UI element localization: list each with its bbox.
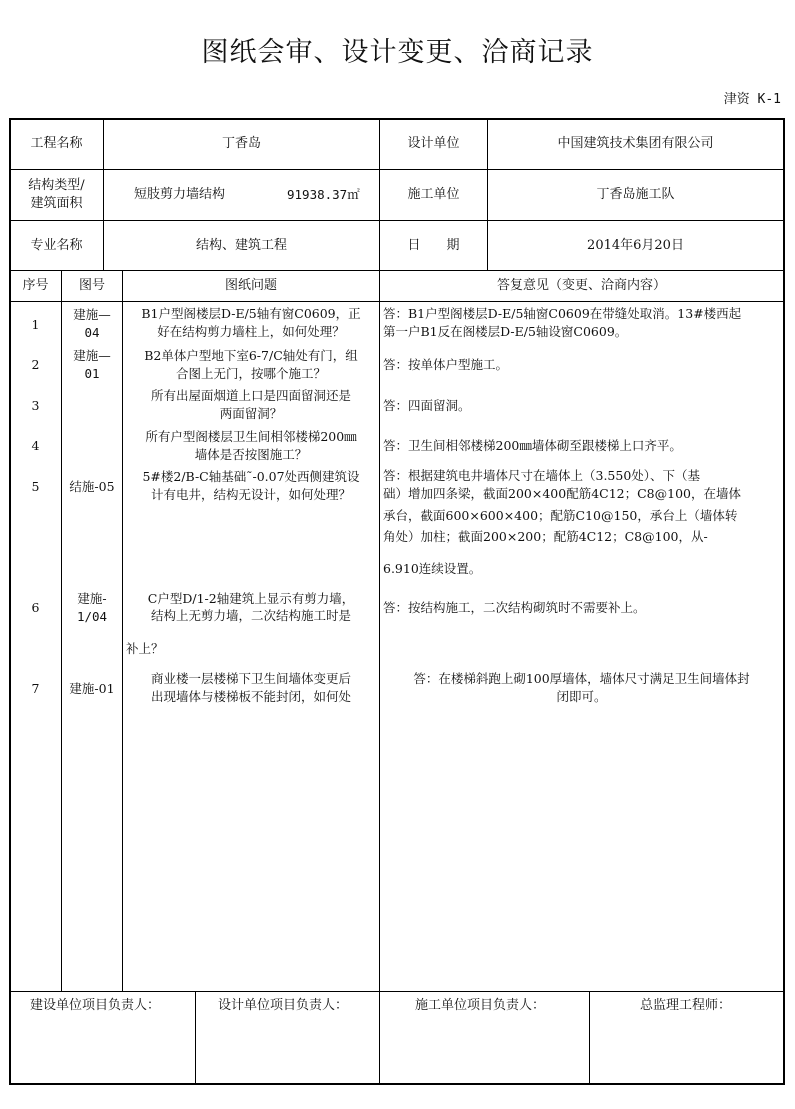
row-reply: 答：按结构施工，二次结构砌筑时不需要补上。 (383, 600, 646, 615)
col-header-issue: 图纸问题 (224, 278, 277, 293)
row-issue: 5#楼2/B-C轴基础˜-0.07处西侧建筑设 (142, 469, 360, 484)
row-reply-3: 承台，截面600×600×400；配筋C10@150，承台上（墙体转 (383, 508, 738, 523)
builder-signature-label: 施工单位项目负责人： (415, 998, 546, 1013)
row-no: 5 (31, 479, 40, 494)
col-header-reply: 答复意见（变更、洽商内容） (496, 278, 666, 293)
row-reply-4: 角处）加柱；截面200×200；配筋4C12；C8@100，从- (383, 529, 708, 544)
row-reply: 答：卫生间相邻楼梯200㎜墙体砌至跟楼梯上口齐平。 (383, 438, 682, 453)
row-no: 3 (31, 398, 40, 413)
row-reply-2: 第一户B1反在阁楼层D-E/5轴设窗C0609。 (383, 324, 628, 339)
row-reply: 答：按单体户型施工。 (383, 357, 509, 372)
row-reply: 答：根据建筑电井墙体尺寸在墙体上（3.550处）、下（基 (383, 468, 701, 483)
construction-unit-value: 丁香岛施工队 (596, 187, 675, 202)
date-label: 日 期 (407, 237, 460, 253)
row-issue-2: 好在结构剪力墙柱上，如何处理？ (157, 324, 345, 339)
row-drawing-2: 01 (84, 366, 100, 381)
row-reply: 答：在楼梯斜跑上砌100厚墙体，墙体尺寸满足卫生间墙体封 (413, 671, 750, 686)
page-title: 图纸会审、设计变更、洽商记录 (201, 37, 594, 68)
designer-signature-label: 设计单位项目负责人： (218, 998, 349, 1013)
row-reply: 答：四面留洞。 (383, 398, 471, 413)
row-drawing: 结施-05 (69, 479, 115, 494)
row-issue: B2单体户型地下室6-7/C轴处有门，组 (144, 348, 358, 363)
row-reply-2: 闭即可。 (556, 689, 607, 704)
col-header-no: 序号 (22, 278, 49, 293)
form-code: 津资 K-1 (723, 92, 781, 107)
building-area-value: 91938.37㎡ (287, 187, 360, 202)
row-drawing-2: 1/04 (76, 609, 108, 624)
row-issue: 商业楼一层楼梯下卫生间墙体变更后 (150, 671, 351, 686)
row-drawing: 建施-01 (69, 681, 115, 696)
specialty-value: 结构、建筑工程 (195, 237, 287, 253)
row-no: 4 (31, 438, 40, 453)
row-drawing-2: 04 (84, 325, 100, 340)
row-issue-2: 出现墙体与楼梯板不能封闭，如何处 (150, 689, 351, 704)
row-drawing: 建施— (73, 307, 111, 322)
row-no: 7 (31, 681, 40, 696)
row-reply-5: 6.910连续设置。 (383, 561, 482, 576)
row-issue: C户型D/1-2轴建筑上显示有剪力墙， (147, 591, 355, 606)
col-header-drawing: 图号 (78, 278, 105, 293)
row-issue-2: 墙体是否按图施工？ (194, 447, 308, 462)
row-issue-2: 两面留洞？ (219, 406, 283, 421)
date-value: 2014年6月20日 (587, 237, 684, 253)
supervisor-signature-label: 总监理工程师： (640, 998, 732, 1013)
row-drawing: 建施- (77, 591, 107, 606)
row-reply: 答：B1户型阁楼层D-E/5轴窗C0609在带缝处取消。13#楼西起 (383, 306, 742, 321)
row-issue-2: 合图上无门，按哪个施工？ (175, 366, 326, 381)
design-unit-label: 设计单位 (407, 136, 460, 151)
owner-signature-label: 建设单位项目负责人： (30, 998, 161, 1013)
design-unit-value: 中国建筑技术集团有限公司 (557, 136, 714, 151)
row-no: 2 (31, 357, 40, 372)
row-issue-2: 结构上无剪力墙，二次结构施工时是 (150, 608, 351, 623)
structure-label-line1: 结构类型/ (28, 178, 85, 193)
row-issue: 所有户型阁楼层卫生间相邻楼梯200㎜ (145, 429, 357, 444)
row-drawing: 建施— (73, 348, 111, 363)
row-issue: B1户型阁楼层D-E/5轴有窗C0609，正 (141, 306, 361, 321)
row-reply-2: 础）增加四条梁，截面200×400配筋4C12；C8@100，在墙体 (383, 486, 741, 501)
row-no: 6 (31, 600, 40, 615)
construction-unit-label: 施工单位 (407, 187, 460, 202)
row-no: 1 (31, 317, 40, 332)
structure-type-value: 短肢剪力墙结构 (134, 187, 226, 202)
project-name-value: 丁香岛 (221, 136, 261, 151)
specialty-label: 专业名称 (30, 237, 83, 253)
project-name-label: 工程名称 (30, 136, 83, 151)
row-issue-3: 补上？ (126, 641, 164, 656)
row-issue: 所有出屋面烟道上口是四面留洞还是 (150, 388, 351, 403)
structure-label-line2: 建筑面积 (30, 196, 83, 211)
structure-area-label (10, 170, 103, 220)
row-issue-2: 计有电井，结构无设计，如何处理？ (150, 487, 351, 502)
